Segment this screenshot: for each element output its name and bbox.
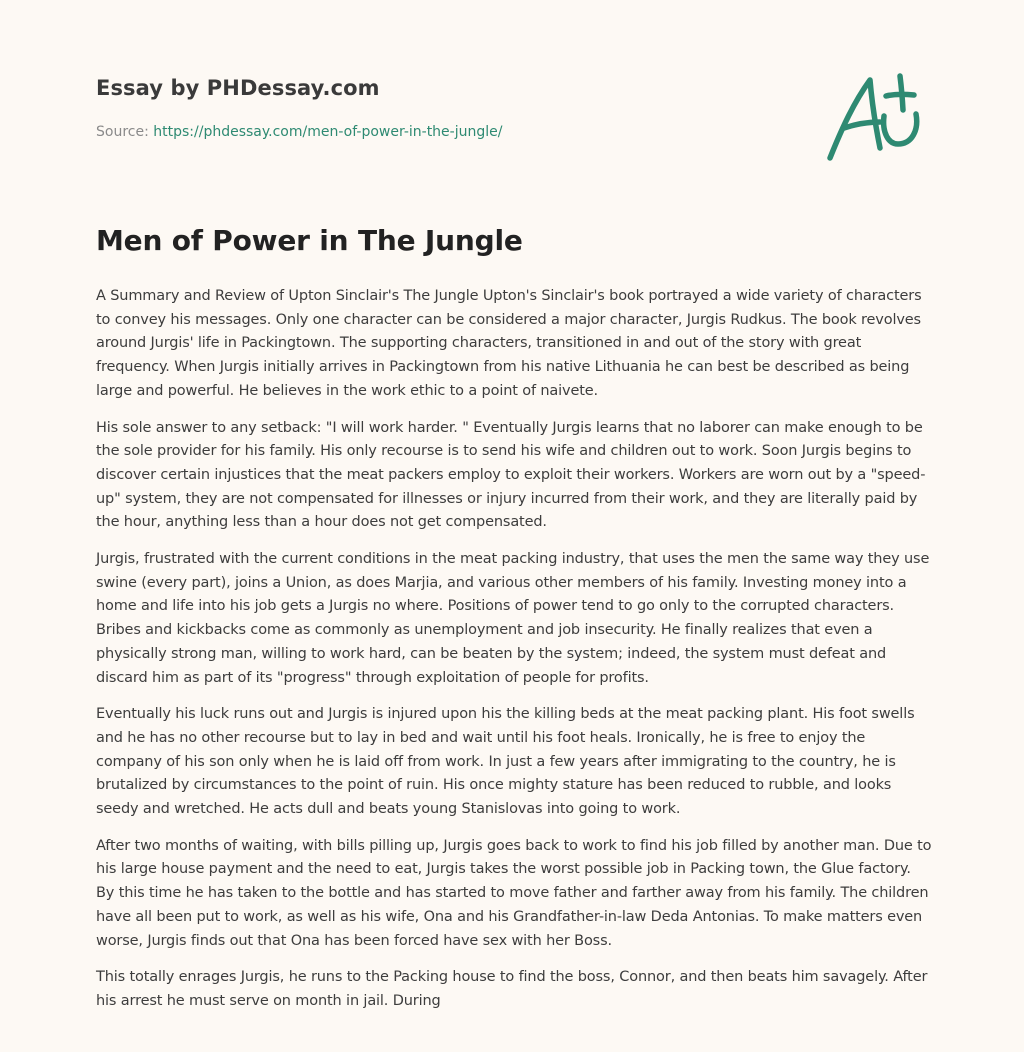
essay-paragraph: This totally enrages Jurgis, he runs to the Packing house to find the boss, Connor, and then beats him savagely. After his arrest he must serve on month in jail. During xyxy=(96,969,928,1009)
a-plus-logo-icon xyxy=(820,66,932,166)
essay-paragraph: His sole answer to any setback: "I will work harder. " Eventually Jurgis learns that no laborer can make enough to be the sole provider for his family. His only recourse is to send his wife and children out to work. Soon Jurgis begins to discover certain injustices that the meat packers employ to exploit their workers. Workers are worn out by a "speed-up" system, they are not compensated for illnesses or injury incurred from their work, and they are literally paid by the hour, anything less than a hour does not get compensated. xyxy=(96,419,926,531)
essay-paragraph: A Summary and Review of Upton Sinclair's The Jungle Upton's Sinclair's book portrayed a wide variety of characters to convey his messages. Only one character can be considered a major character, Jurgis Rudkus. The book revolves around Jurgis' life in Packingtown. The supporting characters, transitioned in and out of the story with great frequency. When Jurgis initially arrives in Packingtown from his native Lithuania he can best be described as being large and powerful. He believes in the work ethic to a point of naivete. xyxy=(96,288,922,399)
essay-title: Men of Power in The Jungle xyxy=(96,224,523,257)
site-brand: Essay by PHDessay.com xyxy=(96,76,380,100)
source-link[interactable]: https://phdessay.com/men-of-power-in-the-jungle/ xyxy=(153,124,503,140)
source-line xyxy=(96,124,502,140)
essay-paragraph: Eventually his luck runs out and Jurgis is injured upon his the killing beds at the meat packing plant. His foot swells and he has no other recourse but to lay in bed and wait until his foot heals. Ironically, he is free to enjoy the company of his son only when he is laid off from work. In just a few years after immigrating to the country, he is brutalized by circumstances to the point of ruin. His once mighty stature has been reduced to rubble, and looks seedy and wretched. He acts dull and beats young Stanislovas into going to work. xyxy=(96,706,915,818)
essay-body xyxy=(96,285,932,1027)
source-label: Source: xyxy=(96,124,154,140)
essay-paragraph: After two months of waiting, with bills pilling up, Jurgis goes back to work to find his job filled by another man. Due to his large house payment and the need to eat, Jurgis takes the worst possible job in Packing town, the Glue factory. By this time he has taken to the bottle and has started to move father and farther away from his family. The children have all been put to work, as well as his wife, Ona and his Grandfather-in-law Deda Antonias. To make matters even worse, Jurgis finds out that Ona has been forced have sex with her Boss. xyxy=(96,837,932,949)
essay-paragraph: Jurgis, frustrated with the current conditions in the meat packing industry, that uses the men the same way they use swine (every part), joins a Union, as does Marjia, and various other members of his family. Investing money into a home and life into his job gets a Jurgis no where. Positions of power tend to go only to the corrupted characters. Bribes and kickbacks come as commonly as unemployment and job insecurity. He finally realizes that even a physically strong man, willing to work hard, can be beaten by the system; indeed, the system must defeat and discard him as part of its "progress" through exploitation of people for profits. xyxy=(96,551,930,686)
